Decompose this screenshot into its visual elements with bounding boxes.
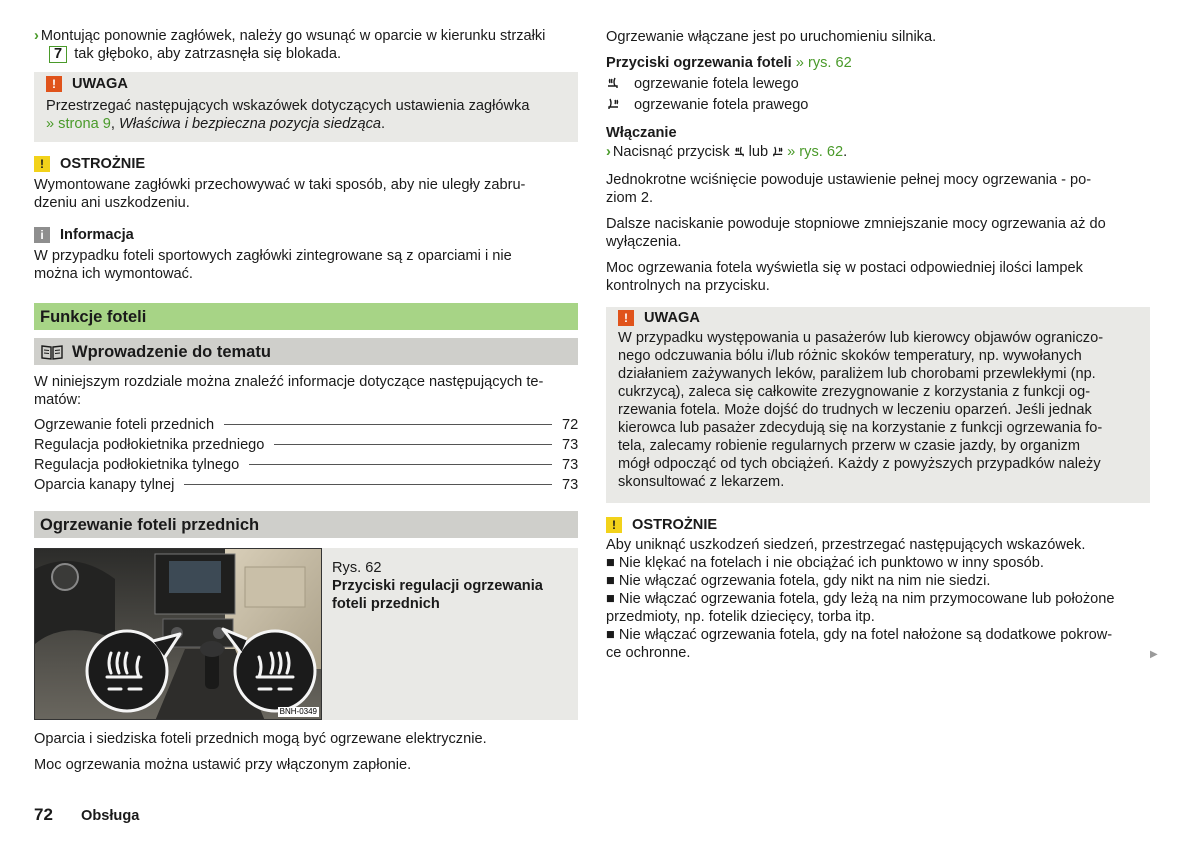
section-title: Funkcje foteli [34, 303, 578, 330]
paragraph: Moc ogrzewania można ustawić przy włączonym zapłonie. [34, 757, 412, 773]
page-link[interactable]: » strona 9 [46, 116, 111, 132]
toc-item[interactable]: Oparcia kanapy tylnej 73 [34, 477, 579, 493]
continue-arrow-icon: ▶ [1150, 649, 1158, 660]
paragraph: Ogrzewanie włączane jest po uruchomieniu silnika. [606, 29, 937, 45]
mount-step [34, 27, 578, 45]
intro-header: Wprowadzenie do tematu [34, 338, 578, 365]
figure-link[interactable]: » rys. 62 [787, 144, 844, 160]
seat-heat-left-icon [733, 146, 746, 159]
caution-icon: ! [34, 156, 50, 172]
seat-heat-left-icon [606, 77, 620, 91]
heating-section-title: Ogrzewanie foteli przednich [34, 511, 578, 538]
dashboard-illustration [35, 549, 322, 720]
switch-on-heading: Włączanie [606, 125, 677, 141]
caution-icon: ! [606, 517, 622, 533]
buttons-heading: Przyciski ogrzewania foteli » rys. 62 [606, 55, 852, 71]
figure-link[interactable]: » rys. 62 [795, 55, 852, 71]
dashboard-photo [34, 548, 322, 720]
seat-heat-right-icon [771, 146, 784, 159]
warning-icon: ! [618, 310, 634, 326]
figure-caption: Rys. 62 Przyciski regulacji ogrzewania foteli przednich [332, 560, 543, 612]
book-icon [40, 344, 64, 360]
paragraph: Dalsze naciskanie powoduje stopniowe zmniejszanie mocy ogrzewania aż do wyłączenia. [606, 216, 1106, 250]
caution-box-storage: ! OSTROŻNIE Wymontowane zagłówki przechowywać w taki sposób, aby nie uległy zabru- dzeniu ani uszkodzeniu. [34, 156, 526, 211]
info-icon: i [34, 227, 50, 243]
paragraph: Jednokrotne wciśnięcie powoduje ustawienie pełnej mocy ogrzewania - po- ziom 2. [606, 172, 1092, 206]
warning-icon: ! [46, 76, 62, 92]
figure-code: BNH-0349 [279, 707, 317, 716]
info-box: i Informacja W przypadku foteli sportowych zagłówki zintegrowane są z oparciami i nie można ich wymontować. [34, 227, 512, 282]
paragraph: Moc ogrzewania fotela wyświetla się w postaci odpowiedniej ilości lampek kontrolnych na przycisku. [606, 260, 1083, 294]
page-footer [34, 806, 334, 825]
figure-62 [34, 548, 578, 720]
table-of-contents [34, 416, 578, 496]
seat-heat-right-icon [606, 98, 620, 112]
mount-step-continuation: 7 tak głęboko, aby zatrzasnęła się blokada. [46, 45, 576, 63]
arrow-number-badge: 7 [49, 46, 67, 63]
warning-text: Przestrzegać następujących wskazówek dotyczących ustawienia zagłówka » strona 9, Właściwa i bezpieczna pozycja siedząca. [46, 98, 530, 132]
step-chevron-icon: › [606, 144, 611, 160]
switch-on-step: › Nacisnąć przycisk lub » rys. 62 . [606, 144, 848, 160]
button-legend-right: ogrzewanie fotela prawego [606, 96, 1150, 114]
caution-box-seats: ! OSTROŻNIE Aby uniknąć uszkodzeń siedzeń, przestrzegać następujących wskazówek. ■ Nie klękać na fotelach i nie obciążać ich punktowo w inny sposób. ■ Nie włączać ogrzewania fotela, gdy nikt na nim nie siedzi. ■ Nie włączać ogrzewania fotela, gdy leżą na nim przymocowane lub położone przedmioty, np. fotelik dziecięcy, torba itp. ■ Nie włączać ogrzewania fotela, gdy na fotel nałożone są dodatkowe pokrow- ce ochronne. [606, 516, 1150, 662]
warning-box-heating: ! UWAGA W przypadku występowania u pasażerów lub kierowcy objawów ograniczo- nego odczuwania bólu i/lub różnic skoków temperatury, np. wywołanych działaniem zażywanych leków, paraliżem lub chorobami przewlekłymi (np. cukrzycą), zaleca się całkowite zrezygnowanie z korzystania z funkcji og- rzewania fotela. Może dojść do trudnych w leczeniu oparzeń. Jeśli jednak kierowca lub pasażer zdecydują się na korzystanie z funkcji ogrzewania fo- tela, zalecamy robienie regularnych przerw w czasie jazdy, by organizm mógł odpocząć od tych obciążeń. Każdy z powyższych przypadków należy skonsultować z lekarzem. [606, 307, 1150, 503]
toc-item[interactable]: Regulacja podłokietnika przedniego 73 [34, 437, 579, 453]
toc-item[interactable]: Ogrzewanie foteli przednich 72 [34, 417, 579, 433]
paragraph: Oparcia i siedziska foteli przednich mogą być ogrzewane elektrycznie. [34, 731, 487, 747]
mount-step-text: Montując ponownie zagłówek, należy go wsunąć w oparcie w kierunku strzałki [40, 28, 546, 44]
warning-box-headrest [34, 72, 578, 142]
caution-text: Aby uniknąć uszkodzeń siedzeń, przestrzegać następujących wskazówek. ■ Nie klękać na fotelach i nie obciążać ich punktowo w inny sposób. ■ Nie włączać ogrzewania fotela, gdy nikt na nim nie siedzi. ■ Nie włączać ogrzewania fotela, gdy leżą na nim przymocowane lub położone przedmioty, np. fotelik dziecięcy, torba itp. ■ Nie włączać ogrzewania fotela, gdy na fotel nałożone są dodatkowe pokrow- ce ochronne. [606, 537, 1115, 661]
warning-text: W przypadku występowania u pasażerów lub kierowcy objawów ograniczo- nego odczuwania bólu i/lub różnic skoków temperatury, np. wywołanych działaniem zażywanych leków, paraliżem lub chorobami przewlekłymi (np. cukrzycą), zaleca się całkowite zrezygnowanie z korzystania z funkcji og- rzewania fotela. Może dojść do trudnych w leczeniu oparzeń. Jeśli jednak kierowca lub pasażer zdecydują się na korzystanie z funkcji ogrzewania fo- tela, zalecamy robienie regularnych przerw w czasie jazdy, by organizm mógł odpocząć od tych obciążeń. Każdy z powyższych przypadków należy skonsultować z lekarzem. [618, 330, 1104, 490]
step-chevron-icon: › [34, 28, 39, 44]
page-number: 72 [34, 805, 53, 824]
intro-text: W niniejszym rozdziale można znaleźć informacje dotyczące następujących te- matów: [34, 374, 544, 408]
toc-item[interactable]: Regulacja podłokietnika tylnego 73 [34, 457, 579, 473]
warning-title: ! UWAGA [46, 75, 566, 93]
footer-label: Obsługa [80, 808, 140, 824]
button-legend-left: ogrzewanie fotela lewego [606, 75, 1150, 93]
